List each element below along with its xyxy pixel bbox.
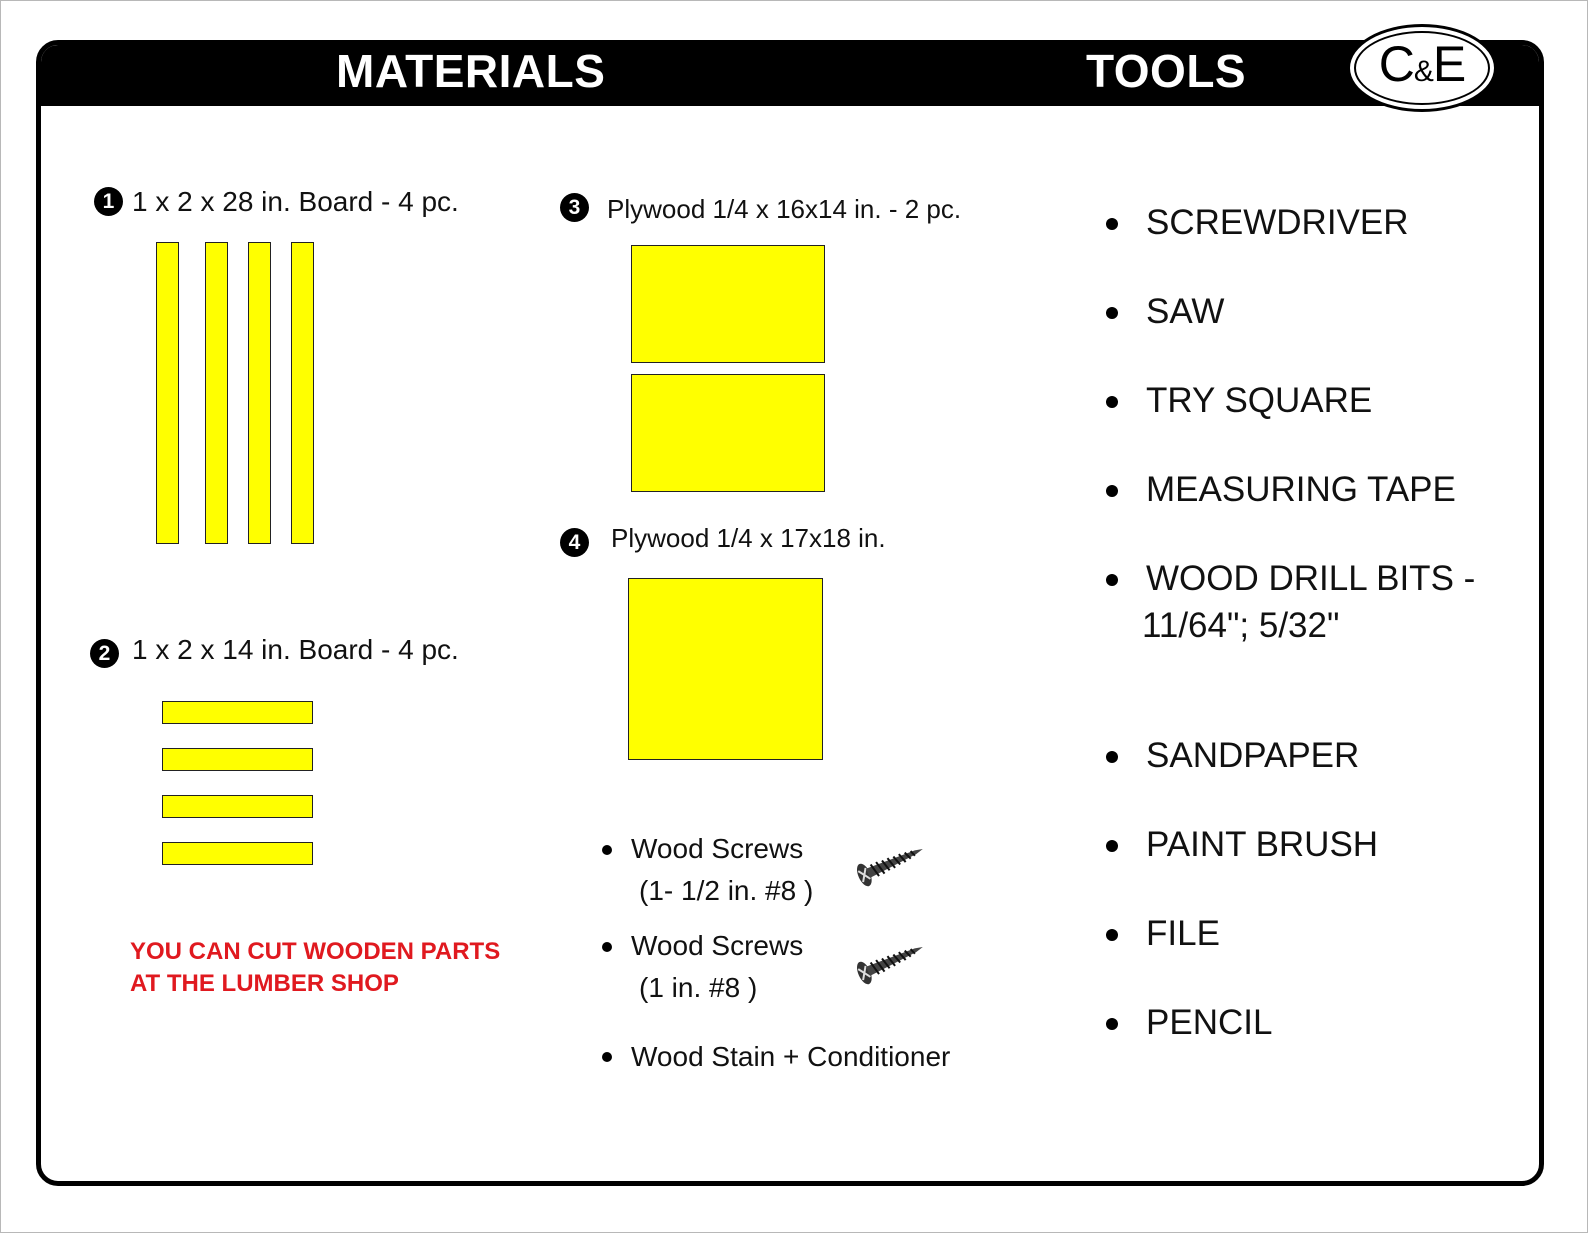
tool-label: PENCIL bbox=[1146, 1003, 1273, 1042]
plywood-16x14-piece bbox=[631, 374, 825, 492]
material-4-label: Plywood 1/4 x 17x18 in. bbox=[611, 523, 886, 553]
board-14in-piece bbox=[162, 795, 313, 818]
board-28in-piece bbox=[205, 242, 228, 544]
bullet-icon bbox=[1106, 307, 1118, 319]
bullet-icon bbox=[1106, 218, 1118, 230]
tool-label: SAW bbox=[1146, 292, 1225, 331]
board-14in-piece bbox=[162, 701, 313, 724]
material-2-label: 1 x 2 x 14 in. Board - 4 pc. bbox=[132, 634, 459, 665]
hardware-2-line2: (1 in. #8 ) bbox=[639, 972, 758, 1003]
bullet-icon bbox=[1106, 840, 1118, 852]
plywood-17x18-piece bbox=[628, 578, 823, 760]
tool-label: WOOD DRILL BITS - bbox=[1146, 559, 1476, 598]
tool-label: FILE bbox=[1146, 914, 1220, 953]
material-4-number: 4 bbox=[560, 528, 589, 557]
bullet-icon bbox=[1106, 1018, 1118, 1030]
ce-logo bbox=[1347, 24, 1497, 112]
material-1-label: 1 x 2 x 28 in. Board - 4 pc. bbox=[132, 186, 459, 217]
bullet-icon bbox=[1106, 929, 1118, 941]
materials-title: MATERIALS bbox=[336, 45, 606, 97]
bullet-icon bbox=[602, 942, 612, 952]
board-28in-piece bbox=[248, 242, 271, 544]
bullet-icon bbox=[1106, 751, 1118, 763]
tool-label: MEASURING TAPE bbox=[1146, 470, 1456, 509]
hardware-3-line1: Wood Stain + Conditioner bbox=[631, 1041, 951, 1072]
material-2-number: 2 bbox=[90, 639, 119, 668]
board-28in-piece bbox=[156, 242, 179, 544]
tool-label: PAINT BRUSH bbox=[1146, 825, 1379, 864]
bullet-icon bbox=[1106, 485, 1118, 497]
tool-label: 11/64"; 5/32" bbox=[1142, 606, 1340, 645]
header-bar bbox=[41, 45, 1539, 106]
note-line-2: AT THE LUMBER SHOP bbox=[130, 970, 399, 997]
material-3-number: 3 bbox=[560, 193, 589, 222]
tool-label: SCREWDRIVER bbox=[1146, 203, 1409, 242]
bullet-icon bbox=[1106, 574, 1118, 586]
bullet-icon bbox=[602, 845, 612, 855]
wood-screw-icon bbox=[848, 836, 930, 892]
bullet-icon bbox=[602, 1052, 612, 1062]
logo-text: C&E bbox=[1378, 36, 1466, 92]
tools-title: TOOLS bbox=[1086, 45, 1247, 97]
tool-label: SANDPAPER bbox=[1146, 736, 1360, 775]
material-1-number: 1 bbox=[94, 187, 123, 216]
plywood-16x14-piece bbox=[631, 245, 825, 363]
hardware-1-line1: Wood Screws bbox=[631, 833, 804, 864]
note-line-1: YOU CAN CUT WOODEN PARTS bbox=[130, 938, 501, 965]
tool-label: TRY SQUARE bbox=[1146, 381, 1373, 420]
bullet-icon bbox=[1106, 396, 1118, 408]
hardware-2-line1: Wood Screws bbox=[631, 930, 804, 961]
material-3-label: Plywood 1/4 x 16x14 in. - 2 pc. bbox=[607, 194, 962, 224]
hardware-1-line2: (1- 1/2 in. #8 ) bbox=[639, 875, 814, 906]
board-14in-piece bbox=[162, 842, 313, 865]
board-14in-piece bbox=[162, 748, 313, 771]
lumber-shop-note bbox=[130, 936, 550, 1000]
board-28in-piece bbox=[291, 242, 314, 544]
wood-screw-icon bbox=[848, 934, 930, 990]
